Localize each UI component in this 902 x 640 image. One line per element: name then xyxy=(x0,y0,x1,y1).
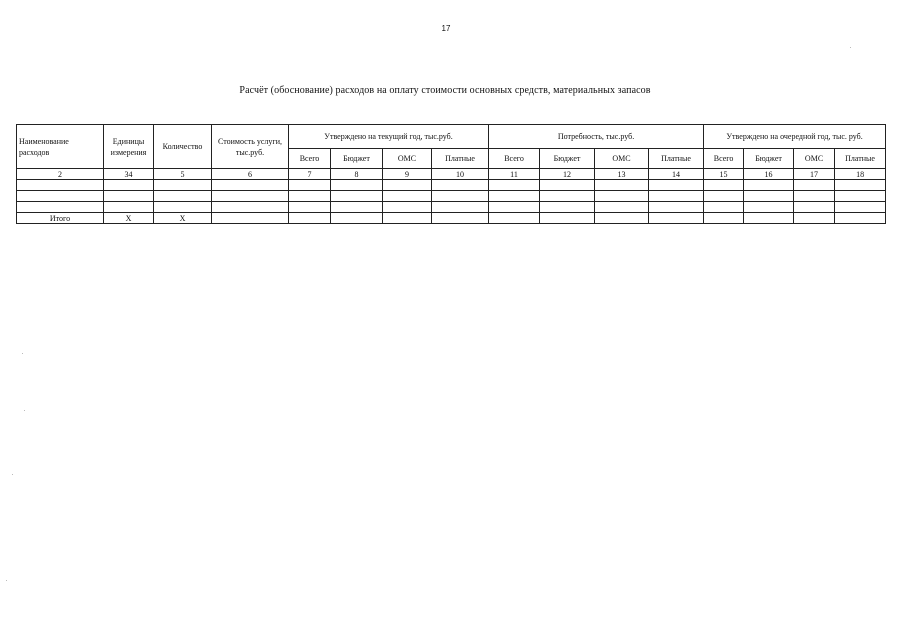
col-number: 6 xyxy=(212,169,289,180)
empty-cell xyxy=(331,213,383,224)
empty-cell xyxy=(289,213,331,224)
empty-cell xyxy=(595,213,649,224)
empty-cell xyxy=(383,191,432,202)
empty-cell xyxy=(432,180,489,191)
empty-cell xyxy=(540,180,595,191)
empty-cell xyxy=(489,180,540,191)
empty-cell xyxy=(794,213,835,224)
subheader-paid: Платные xyxy=(649,149,704,169)
empty-cell xyxy=(595,180,649,191)
group-header-need: Потребность, тыс.руб. xyxy=(489,125,704,149)
empty-cell xyxy=(154,191,212,202)
col-number: 13 xyxy=(595,169,649,180)
scan-speck xyxy=(22,353,23,354)
scan-speck xyxy=(12,474,13,475)
col-number: 34 xyxy=(104,169,154,180)
empty-cell xyxy=(432,191,489,202)
page-number: 17 xyxy=(441,24,451,33)
group-header-next-year: Утверждено на очередной год, тыс. руб. xyxy=(704,125,886,149)
empty-cell xyxy=(17,180,104,191)
empty-cell xyxy=(489,202,540,213)
empty-cell xyxy=(744,191,794,202)
subheader-oms: ОМС xyxy=(595,149,649,169)
col-number: 14 xyxy=(649,169,704,180)
col-number: 10 xyxy=(432,169,489,180)
empty-data-row xyxy=(17,202,886,213)
col-number: 12 xyxy=(540,169,595,180)
col-number: 2 xyxy=(17,169,104,180)
subheader-total: Всего xyxy=(704,149,744,169)
column-numbers-row xyxy=(17,169,886,180)
empty-cell xyxy=(331,191,383,202)
subheader-budget: Бюджет xyxy=(540,149,595,169)
empty-cell xyxy=(17,202,104,213)
empty-cell xyxy=(835,180,886,191)
empty-cell xyxy=(432,213,489,224)
empty-cell xyxy=(835,191,886,202)
col-number: 11 xyxy=(489,169,540,180)
empty-cell xyxy=(212,191,289,202)
empty-cell xyxy=(104,180,154,191)
expense-calculation-table xyxy=(16,124,886,224)
empty-cell xyxy=(331,202,383,213)
header-name: Наименование расходов xyxy=(17,125,104,169)
subheader-total: Всего xyxy=(289,149,331,169)
scan-speck xyxy=(850,47,851,48)
empty-cell xyxy=(289,202,331,213)
document-title: Расчёт (обоснование) расходов на оплату стоимости основных средств, материальных запасов xyxy=(239,85,651,96)
total-quantity: X xyxy=(154,213,212,224)
empty-cell xyxy=(212,180,289,191)
empty-cell xyxy=(104,202,154,213)
empty-cell xyxy=(212,202,289,213)
empty-data-row xyxy=(17,191,886,202)
empty-cell xyxy=(432,202,489,213)
empty-cell xyxy=(704,180,744,191)
empty-cell xyxy=(835,213,886,224)
col-number: 17 xyxy=(794,169,835,180)
empty-cell xyxy=(595,191,649,202)
header-cost: Стоимость услуги, тыс.руб. xyxy=(212,125,289,169)
subheader-oms: ОМС xyxy=(383,149,432,169)
empty-cell xyxy=(154,180,212,191)
empty-cell xyxy=(744,180,794,191)
empty-cell xyxy=(104,191,154,202)
col-number: 18 xyxy=(835,169,886,180)
subheader-budget: Бюджет xyxy=(744,149,794,169)
empty-cell xyxy=(212,213,289,224)
col-number: 7 xyxy=(289,169,331,180)
empty-cell xyxy=(17,191,104,202)
empty-cell xyxy=(649,213,704,224)
subheader-paid: Платные xyxy=(835,149,886,169)
group-header-current-year: Утверждено на текущий год, тыс.руб. xyxy=(289,125,489,149)
empty-cell xyxy=(383,202,432,213)
empty-data-row xyxy=(17,180,886,191)
empty-cell xyxy=(540,213,595,224)
empty-cell xyxy=(744,202,794,213)
header-quantity: Количество xyxy=(154,125,212,169)
empty-cell xyxy=(154,202,212,213)
header-row-groups xyxy=(17,125,886,149)
empty-cell xyxy=(794,180,835,191)
empty-cell xyxy=(595,202,649,213)
total-row xyxy=(17,213,886,224)
empty-cell xyxy=(331,180,383,191)
empty-cell xyxy=(540,202,595,213)
empty-cell xyxy=(489,213,540,224)
empty-cell xyxy=(794,191,835,202)
empty-cell xyxy=(649,180,704,191)
empty-cell xyxy=(649,191,704,202)
col-number: 8 xyxy=(331,169,383,180)
empty-cell xyxy=(704,213,744,224)
empty-cell xyxy=(704,191,744,202)
col-number: 15 xyxy=(704,169,744,180)
subheader-oms: ОМС xyxy=(794,149,835,169)
empty-cell xyxy=(540,191,595,202)
empty-cell xyxy=(744,213,794,224)
empty-cell xyxy=(383,180,432,191)
col-number: 9 xyxy=(383,169,432,180)
total-label: Итого xyxy=(17,213,104,224)
subheader-budget: Бюджет xyxy=(331,149,383,169)
empty-cell xyxy=(649,202,704,213)
empty-cell xyxy=(704,202,744,213)
subheader-paid: Платные xyxy=(432,149,489,169)
total-unit: X xyxy=(104,213,154,224)
empty-cell xyxy=(835,202,886,213)
header-unit: Единицы измерения xyxy=(104,125,154,169)
empty-cell xyxy=(489,191,540,202)
empty-cell xyxy=(794,202,835,213)
subheader-total: Всего xyxy=(489,149,540,169)
empty-cell xyxy=(289,191,331,202)
col-number: 5 xyxy=(154,169,212,180)
col-number: 16 xyxy=(744,169,794,180)
scan-speck xyxy=(24,410,25,411)
empty-cell xyxy=(289,180,331,191)
scan-speck xyxy=(6,580,7,581)
empty-cell xyxy=(383,213,432,224)
